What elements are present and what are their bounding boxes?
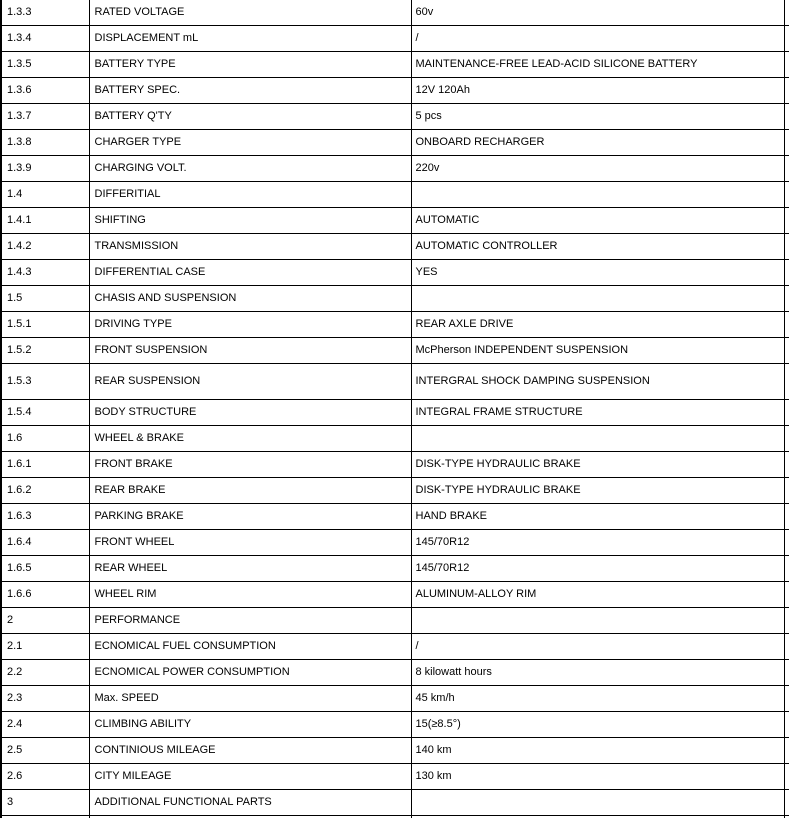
table-row <box>1 555 789 581</box>
spec-value-cell: REAR AXLE DRIVE <box>411 311 784 337</box>
table-row <box>1 0 789 25</box>
table-row <box>1 789 789 815</box>
table-row <box>1 77 789 103</box>
item-number-cell: 1.6.3 <box>1 503 89 529</box>
truncated-column-sliver <box>784 451 789 477</box>
table-row <box>1 529 789 555</box>
truncated-column-sliver <box>784 207 789 233</box>
table-row <box>1 607 789 633</box>
spec-value-cell <box>411 425 784 451</box>
item-number-cell: 1.4.3 <box>1 259 89 285</box>
spec-value-cell: McPherson INDEPENDENT SUSPENSION <box>411 337 784 363</box>
spec-name-cell: CLIMBING ABILITY <box>89 711 411 737</box>
truncated-column-sliver <box>784 363 789 399</box>
table-row <box>1 633 789 659</box>
table-row <box>1 581 789 607</box>
spec-value-cell: AUTOMATIC CONTROLLER <box>411 233 784 259</box>
item-number-cell: 2.1 <box>1 633 89 659</box>
spec-name-cell: DISPLACEMENT mL <box>89 25 411 51</box>
item-number-cell: 1.6.2 <box>1 477 89 503</box>
item-number-cell: 1.4.2 <box>1 233 89 259</box>
truncated-column-sliver <box>784 477 789 503</box>
spec-name-cell: REAR BRAKE <box>89 477 411 503</box>
spec-value-cell: 130 km <box>411 763 784 789</box>
spec-value-cell: AUTOMATIC <box>411 207 784 233</box>
truncated-column-sliver <box>784 789 789 815</box>
table-row <box>1 103 789 129</box>
spec-name-cell: CHASIS AND SUSPENSION <box>89 285 411 311</box>
table-row <box>1 207 789 233</box>
table-row <box>1 155 789 181</box>
item-number-cell: 1.5.4 <box>1 399 89 425</box>
item-number-cell: 1.5.2 <box>1 337 89 363</box>
item-number-cell: 1.3.6 <box>1 77 89 103</box>
item-number-cell: 1.6.6 <box>1 581 89 607</box>
table-row <box>1 363 789 399</box>
partial-table-row <box>1 815 789 818</box>
spec-name-cell: ECNOMICAL FUEL CONSUMPTION <box>89 633 411 659</box>
item-number-cell: 1.3.7 <box>1 103 89 129</box>
spec-value-cell: INTERGRAL SHOCK DAMPING SUSPENSION <box>411 363 784 399</box>
spec-name-cell: FRONT BRAKE <box>89 451 411 477</box>
truncated-column-sliver <box>784 337 789 363</box>
item-number-cell: 1.6.1 <box>1 451 89 477</box>
item-number-cell: 2.4 <box>1 711 89 737</box>
spec-value-cell <box>411 607 784 633</box>
table-row <box>1 451 789 477</box>
item-number-cell: 1.6.4 <box>1 529 89 555</box>
spec-value-cell: 140 km <box>411 737 784 763</box>
spec-value-cell: / <box>411 25 784 51</box>
spec-value-cell: 145/70R12 <box>411 555 784 581</box>
spec-name-cell: WHEEL & BRAKE <box>89 425 411 451</box>
item-number-cell: 1.6 <box>1 425 89 451</box>
spec-value-cell: MAINTENANCE-FREE LEAD-ACID SILICONE BATTERY <box>411 51 784 77</box>
table-row <box>1 711 789 737</box>
item-number-cell: 2.6 <box>1 763 89 789</box>
spec-name-cell: REAR SUSPENSION <box>89 363 411 399</box>
table-row <box>1 285 789 311</box>
spec-value-cell: 8 kilowatt hours <box>411 659 784 685</box>
item-number-cell: 1.3.5 <box>1 51 89 77</box>
spec-value-cell: / <box>411 633 784 659</box>
spec-value-cell: YES <box>411 259 784 285</box>
spec-value-cell <box>411 181 784 207</box>
truncated-column-sliver <box>784 311 789 337</box>
table-row <box>1 129 789 155</box>
truncated-column-sliver <box>784 155 789 181</box>
item-number-cell: 2.2 <box>1 659 89 685</box>
empty-cell <box>784 815 789 818</box>
item-number-cell: 1.5.3 <box>1 363 89 399</box>
spec-value-cell: 15(≥8.5°) <box>411 711 784 737</box>
table-row <box>1 503 789 529</box>
truncated-column-sliver <box>784 659 789 685</box>
table-row <box>1 399 789 425</box>
truncated-column-sliver <box>784 633 789 659</box>
spec-name-cell: BODY STRUCTURE <box>89 399 411 425</box>
table-row <box>1 337 789 363</box>
empty-cell <box>89 815 411 818</box>
truncated-column-sliver <box>784 233 789 259</box>
truncated-column-sliver <box>784 285 789 311</box>
spec-value-cell: DISK-TYPE HYDRAULIC BRAKE <box>411 477 784 503</box>
table-row <box>1 181 789 207</box>
item-number-cell: 1.5 <box>1 285 89 311</box>
truncated-column-sliver <box>784 425 789 451</box>
spec-value-cell: HAND BRAKE <box>411 503 784 529</box>
table-row <box>1 259 789 285</box>
spec-value-cell: 45 km/h <box>411 685 784 711</box>
item-number-cell: 1.3.3 <box>1 0 89 25</box>
truncated-column-sliver <box>784 685 789 711</box>
table-row <box>1 311 789 337</box>
item-number-cell: 2 <box>1 607 89 633</box>
spec-value-cell: ALUMINUM-ALLOY RIM <box>411 581 784 607</box>
truncated-column-sliver <box>784 25 789 51</box>
truncated-column-sliver <box>784 259 789 285</box>
item-number-cell: 1.5.1 <box>1 311 89 337</box>
truncated-column-sliver <box>784 181 789 207</box>
spec-name-cell: DIFFERITIAL <box>89 181 411 207</box>
empty-cell <box>411 815 784 818</box>
truncated-column-sliver <box>784 763 789 789</box>
spec-name-cell: SHIFTING <box>89 207 411 233</box>
spec-name-cell: REAR WHEEL <box>89 555 411 581</box>
spec-name-cell: BATTERY Q'TY <box>89 103 411 129</box>
spec-name-cell: BATTERY SPEC. <box>89 77 411 103</box>
item-number-cell: 2.3 <box>1 685 89 711</box>
spec-value-cell: 60v <box>411 0 784 25</box>
truncated-column-sliver <box>784 51 789 77</box>
spec-name-cell: DRIVING TYPE <box>89 311 411 337</box>
spec-name-cell: WHEEL RIM <box>89 581 411 607</box>
table-row <box>1 737 789 763</box>
spec-value-cell: 5 pcs <box>411 103 784 129</box>
item-number-cell: 2.5 <box>1 737 89 763</box>
spec-name-cell: BATTERY TYPE <box>89 51 411 77</box>
item-number-cell: 1.3.4 <box>1 25 89 51</box>
truncated-column-sliver <box>784 711 789 737</box>
spec-value-cell: INTEGRAL FRAME STRUCTURE <box>411 399 784 425</box>
spec-value-cell: 220v <box>411 155 784 181</box>
table-row <box>1 233 789 259</box>
truncated-column-sliver <box>784 503 789 529</box>
truncated-column-sliver <box>784 607 789 633</box>
item-number-cell: 1.3.8 <box>1 129 89 155</box>
spec-name-cell: ADDITIONAL FUNCTIONAL PARTS <box>89 789 411 815</box>
spec-name-cell: CHARGER TYPE <box>89 129 411 155</box>
spec-name-cell: Max. SPEED <box>89 685 411 711</box>
item-number-cell: 1.4.1 <box>1 207 89 233</box>
spec-value-cell: ONBOARD RECHARGER <box>411 129 784 155</box>
spec-name-cell: PARKING BRAKE <box>89 503 411 529</box>
spec-name-cell: DIFFERENTIAL CASE <box>89 259 411 285</box>
table-row <box>1 659 789 685</box>
spec-name-cell: CHARGING VOLT. <box>89 155 411 181</box>
truncated-column-sliver <box>784 399 789 425</box>
item-number-cell: 1.3.9 <box>1 155 89 181</box>
truncated-column-sliver <box>784 581 789 607</box>
truncated-column-sliver <box>784 103 789 129</box>
spec-value-cell: DISK-TYPE HYDRAULIC BRAKE <box>411 451 784 477</box>
table-row <box>1 685 789 711</box>
spec-name-cell: PERFORMANCE <box>89 607 411 633</box>
truncated-column-sliver <box>784 555 789 581</box>
spec-name-cell: CITY MILEAGE <box>89 763 411 789</box>
item-number-cell: 1.6.5 <box>1 555 89 581</box>
truncated-column-sliver <box>784 529 789 555</box>
table-row <box>1 25 789 51</box>
truncated-column-sliver <box>784 737 789 763</box>
spec-name-cell: FRONT SUSPENSION <box>89 337 411 363</box>
truncated-column-sliver <box>784 0 789 25</box>
spec-name-cell: ECNOMICAL POWER CONSUMPTION <box>89 659 411 685</box>
spec-name-cell: CONTINIOUS MILEAGE <box>89 737 411 763</box>
spec-value-cell <box>411 285 784 311</box>
item-number-cell: 1.4 <box>1 181 89 207</box>
table-row <box>1 51 789 77</box>
table-row <box>1 477 789 503</box>
spec-name-cell: FRONT WHEEL <box>89 529 411 555</box>
table-row <box>1 425 789 451</box>
spec-value-cell: 145/70R12 <box>411 529 784 555</box>
empty-cell <box>1 815 89 818</box>
item-number-cell: 3 <box>1 789 89 815</box>
spec-name-cell: RATED VOLTAGE <box>89 0 411 25</box>
spec-value-cell: 12V 120Ah <box>411 77 784 103</box>
spec-name-cell: TRANSMISSION <box>89 233 411 259</box>
table-row <box>1 763 789 789</box>
spec-value-cell <box>411 789 784 815</box>
truncated-column-sliver <box>784 129 789 155</box>
truncated-column-sliver <box>784 77 789 103</box>
